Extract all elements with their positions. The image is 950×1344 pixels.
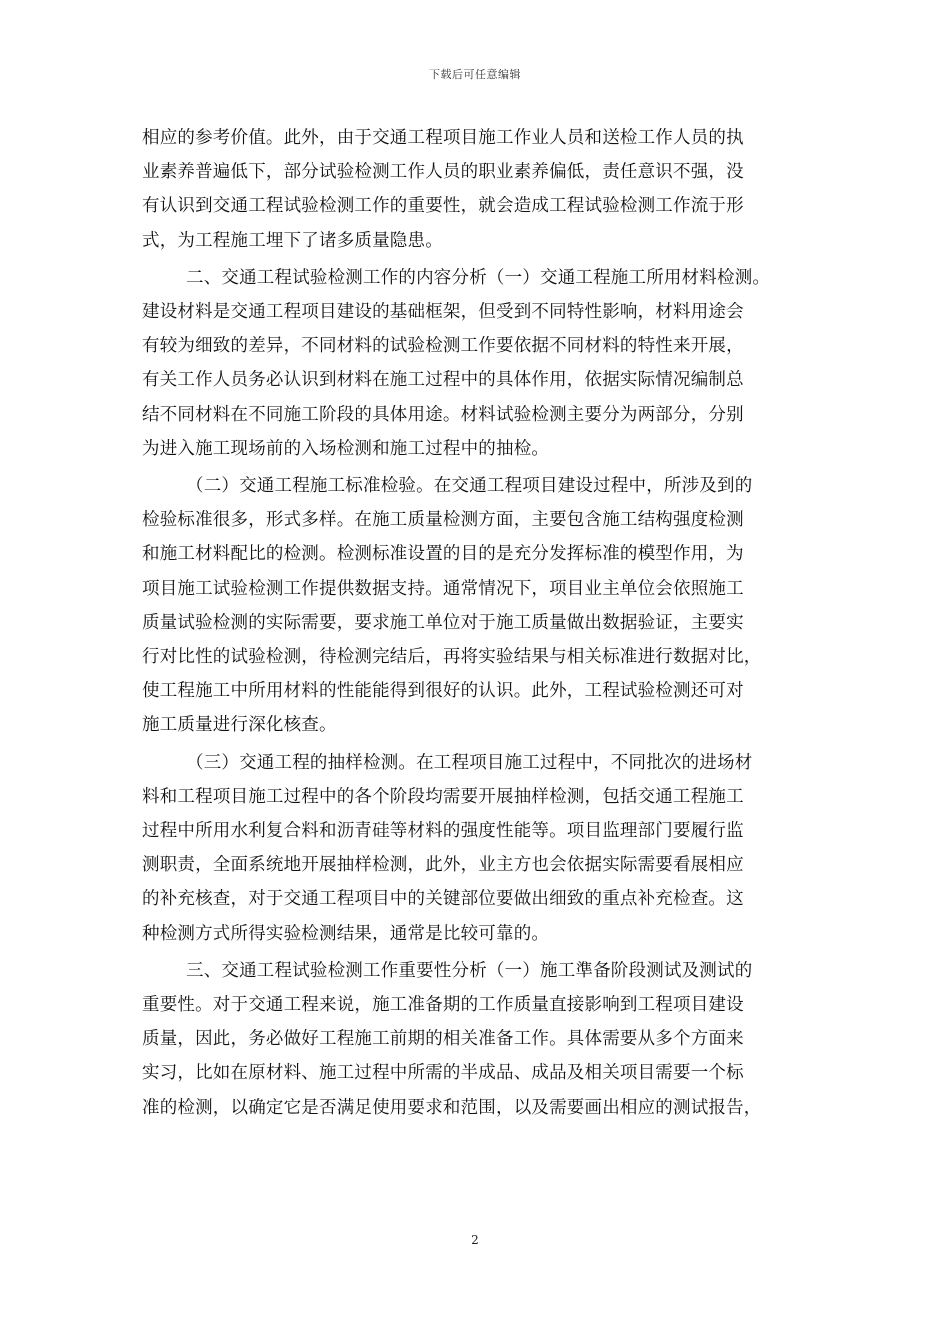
text-line: 有认识到交通工程试验检测工作的重要性，就会造成工程试验检测工作流于形 [142,196,744,217]
paragraph-2 [142,261,810,466]
text-line: 使工程施工中所用材料的性能能得到很好的认识。此外，工程试验检测还可对 [142,681,744,702]
paragraph-3 [142,469,810,743]
text-line: 有较为细致的差异，不同材料的试验检测工作要依据不同材料的特性来开展， [142,336,744,357]
text-line: 建设材料是交通工程项目建设的基础框架，但受到不同特性影响，材料用途会 [142,302,744,323]
page-header: 下载后可任意编辑 [429,68,521,81]
text-line: 施工质量进行深化核查。 [142,715,337,736]
text-line: 相应的参考价值。此外，由于交通工程项目施工作业人员和送检工作人员的执 [142,128,744,148]
text-line: 实习，比如在原材料、施工过程中所需的半成品、成品及相关项目需要一个标 [142,1063,744,1084]
text-line: 二、交通工程试验检测工作的内容分析（一）交通工程施工所用材料检测。 [186,267,771,288]
text-line: 有关工作人员务必认识到材料在施工过程中的具体作用，依据实际情况编制总 [142,370,744,391]
text-line: 项目施工试验检测工作提供数据支持。通常情况下，项目业主单位会依照施工 [142,578,744,599]
text-line: 式，为工程施工埋下了诸多质量隐患。 [142,230,443,251]
paragraph-1 [142,121,810,258]
text-line: 三、交通工程试验检测工作重要性分析（一）施工準备阶段测试及测试的 [186,960,753,981]
text-line: 料和工程项目施工过程中的各个阶段均需要开展抽样检测，包括交通工程施工 [142,786,744,807]
text-line: 结不同材料在不同施工阶段的具体用途。材料试验检测主要分为两部分，分别 [142,404,744,425]
text-line: 质量试验检测的实际需要，要求施工单位对于施工质量做出数据验证，主要实 [142,612,744,633]
text-line: 测职责，全面系统地开展抽样检测，此外，业主方也会依据实际需要看展相应 [142,855,744,876]
text-line: （三）交通工程的抽样检测。在工程项目施工过程中，不同批次的进场材 [186,752,753,773]
text-line: 准的检测，以确定它是否满足使用要求和范围，以及需要画出相应的测试报告， [142,1097,762,1118]
paragraph-5 [142,954,810,1125]
text-line: 和施工材料配比的检测。检测标准设置的目的是充分发挥标准的模型作用，为 [142,544,744,565]
text-line: 为进入施工现场前的入场检测和施工过程中的抽检。 [142,438,550,459]
text-line: 业素养普遍低下，部分试验检测工作人员的职业素养偏低，责任意识不强，没 [142,162,744,183]
text-line: 过程中所用水利复合料和沥青硅等材料的强度性能等。项目监理部门要履行监 [142,821,744,842]
paragraph-4 [142,746,810,951]
page-number: 2 [471,1233,479,1247]
text-line: 重要性。对于交通工程来说，施工准备期的工作质量直接影响到工程项目建设 [142,995,744,1016]
document-body [142,121,810,1125]
text-line: 质量，因此，务必做好工程施工前期的相关准备工作。具体需要从多个方面来 [142,1029,744,1050]
text-line: （二）交通工程施工标准检验。在交通工程项目建设过程中，所涉及到的 [186,476,753,497]
text-line: 行对比性的试验检测，待检测完结后，再将实验结果与相关标准进行数据对比， [142,647,762,668]
text-line: 种检测方式所得实验检测结果，通常是比较可靠的。 [142,923,550,944]
text-line: 的补充核查，对于交通工程项目中的关键部位要做出细致的重点补充检查。这 [142,889,744,910]
text-line: 检验标准很多，形式多样。在施工质量检测方面，主要包含施工结构强度检测 [142,510,744,531]
